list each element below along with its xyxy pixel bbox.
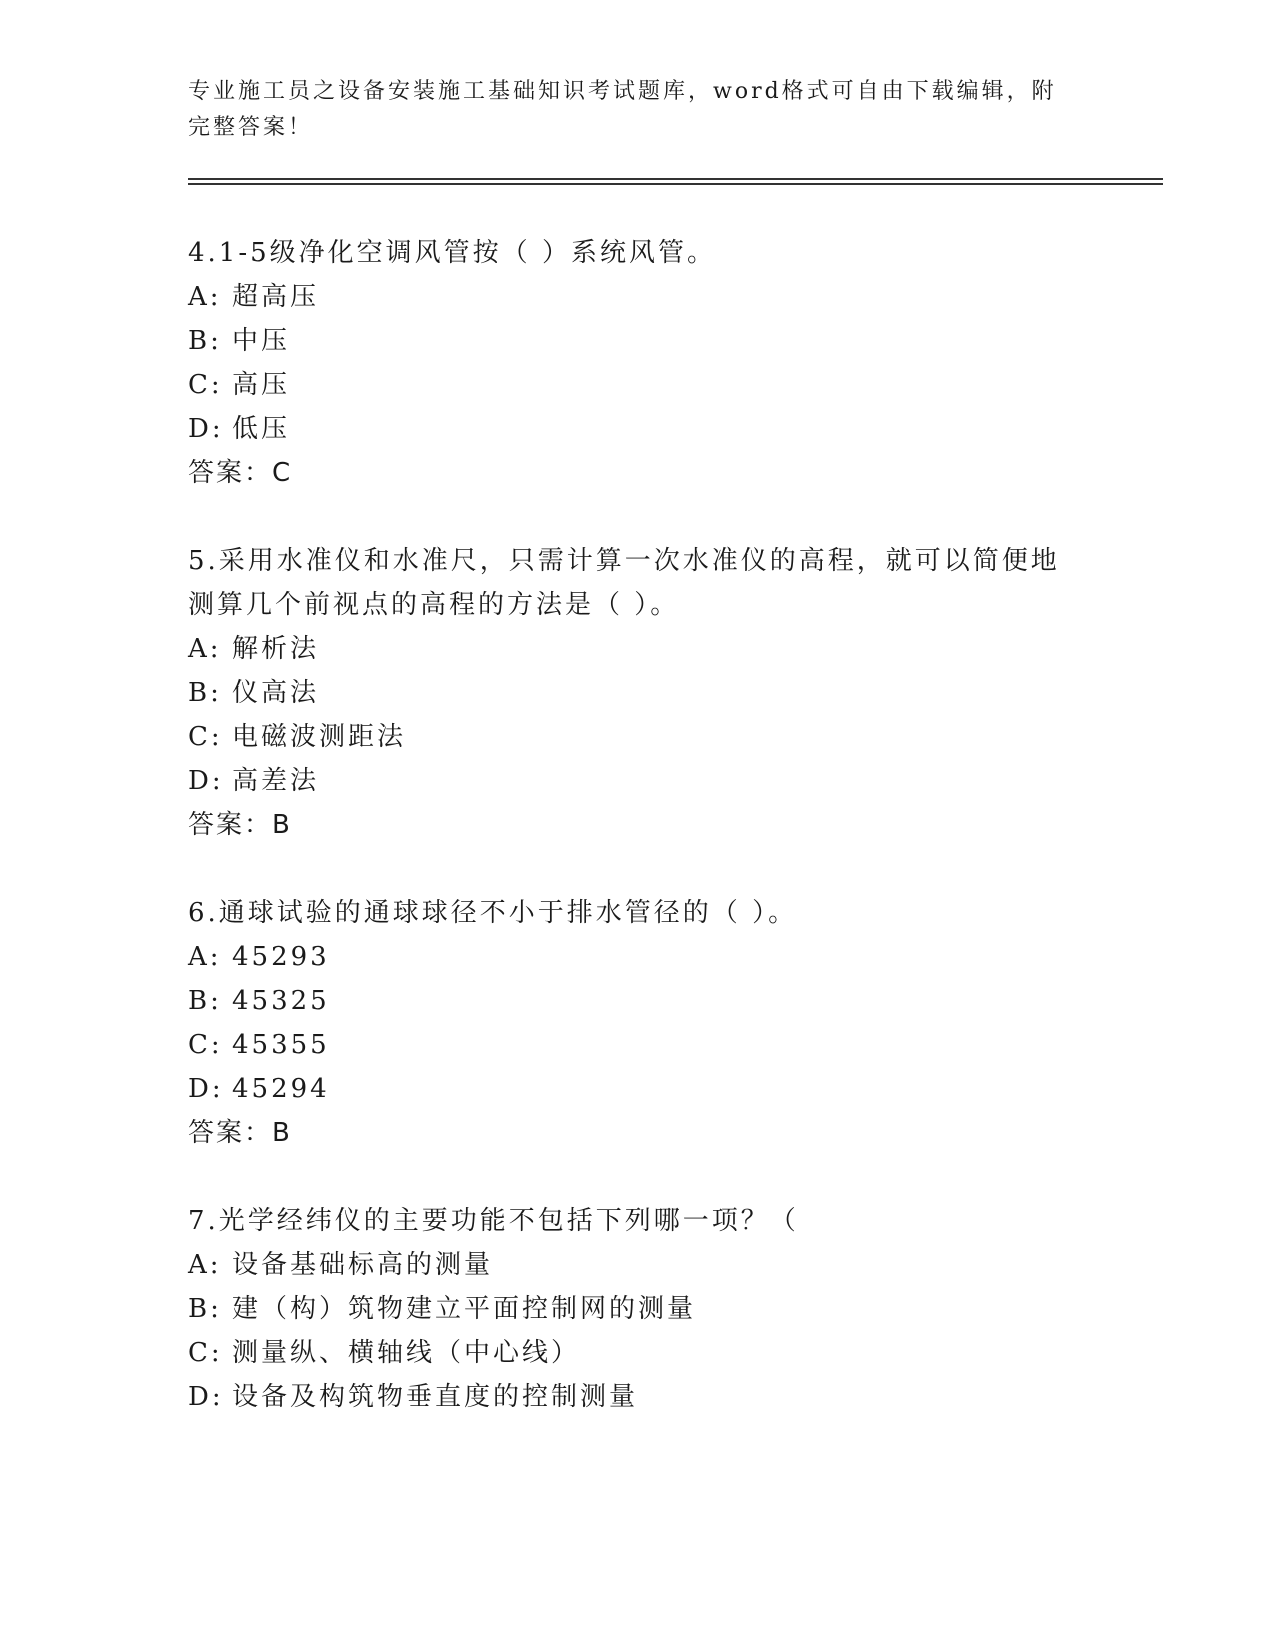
option-key: C:	[188, 1338, 223, 1368]
option-key: B:	[188, 326, 222, 356]
option-key: B:	[188, 1294, 222, 1324]
question-4-title: 4.1-5级净化空调风管按（ ）系统风管。	[188, 238, 716, 268]
option-key: D:	[188, 766, 224, 796]
option-key: A:	[188, 282, 222, 312]
question-7-option-b	[188, 1286, 696, 1332]
question-6-option-b	[188, 978, 330, 1024]
question-6-option-c	[188, 1022, 330, 1068]
question-5-option-a	[188, 626, 319, 672]
option-key: C:	[188, 370, 223, 400]
question-4-option-a	[188, 274, 319, 320]
question-6-option-a	[188, 934, 330, 980]
question-7-title: 7.光学经纬仪的主要功能不包括下列哪一项？（	[188, 1206, 799, 1236]
option-text: 设备基础标高的测量	[232, 1250, 494, 1280]
option-text: 设备及构筑物垂直度的控制测量	[232, 1382, 639, 1412]
question-4-option-b	[188, 318, 290, 364]
question-6-option-d	[188, 1066, 330, 1112]
option-text: 解析法	[232, 634, 320, 664]
question-4-answer: 答案：C	[188, 458, 293, 488]
header-divider-bottom	[188, 183, 1163, 185]
question-7-option-d	[188, 1374, 638, 1420]
option-key: A:	[188, 634, 222, 664]
option-key: D:	[188, 414, 224, 444]
option-text: 仪高法	[232, 678, 320, 708]
question-5-option-b	[188, 670, 319, 716]
document-header: 专业施工员之设备安装施工基础知识考试题库，word格式可自由下载编辑，附完整答案！	[188, 79, 1057, 140]
option-key: B:	[188, 986, 222, 1016]
option-text: 45294	[232, 1074, 330, 1104]
question-4-option-d	[188, 406, 290, 452]
question-7-option-a	[188, 1242, 493, 1288]
question-5-title-line-2: 测算几个前视点的高程的方法是（ ）。	[188, 590, 680, 620]
option-key: C:	[188, 1030, 223, 1060]
option-text: 45293	[232, 942, 330, 972]
option-key: A:	[188, 942, 222, 972]
question-6-title: 6.通球试验的通球球径不小于排水管径的（ ）。	[188, 898, 798, 928]
option-text: 电磁波测距法	[232, 722, 407, 752]
option-key: C:	[188, 722, 223, 752]
option-key: D:	[188, 1074, 224, 1104]
header-divider-top	[188, 178, 1163, 180]
option-text: 高压	[232, 370, 291, 400]
option-text: 测量纵、横轴线（中心线）	[232, 1338, 581, 1368]
question-5-answer: 答案：B	[188, 810, 292, 840]
question-7-option-c	[188, 1330, 580, 1376]
option-key: B:	[188, 678, 222, 708]
question-5-option-c	[188, 714, 406, 760]
option-text: 高差法	[232, 766, 320, 796]
option-key: D:	[188, 1382, 224, 1412]
option-text: 45325	[232, 986, 330, 1016]
question-5-title-line-1: 5.采用水准仪和水准尺，只需计算一次水准仪的高程，就可以简便地	[188, 546, 1060, 576]
option-text: 45355	[232, 1030, 330, 1060]
question-5-option-d	[188, 758, 319, 804]
option-text: 中压	[232, 326, 291, 356]
option-text: 低压	[232, 414, 291, 444]
option-text: 建（构）筑物建立平面控制网的测量	[232, 1294, 697, 1324]
option-text: 超高压	[232, 282, 320, 312]
question-4-option-c	[188, 362, 290, 408]
option-key: A:	[188, 1250, 222, 1280]
question-6-answer: 答案：B	[188, 1118, 292, 1148]
